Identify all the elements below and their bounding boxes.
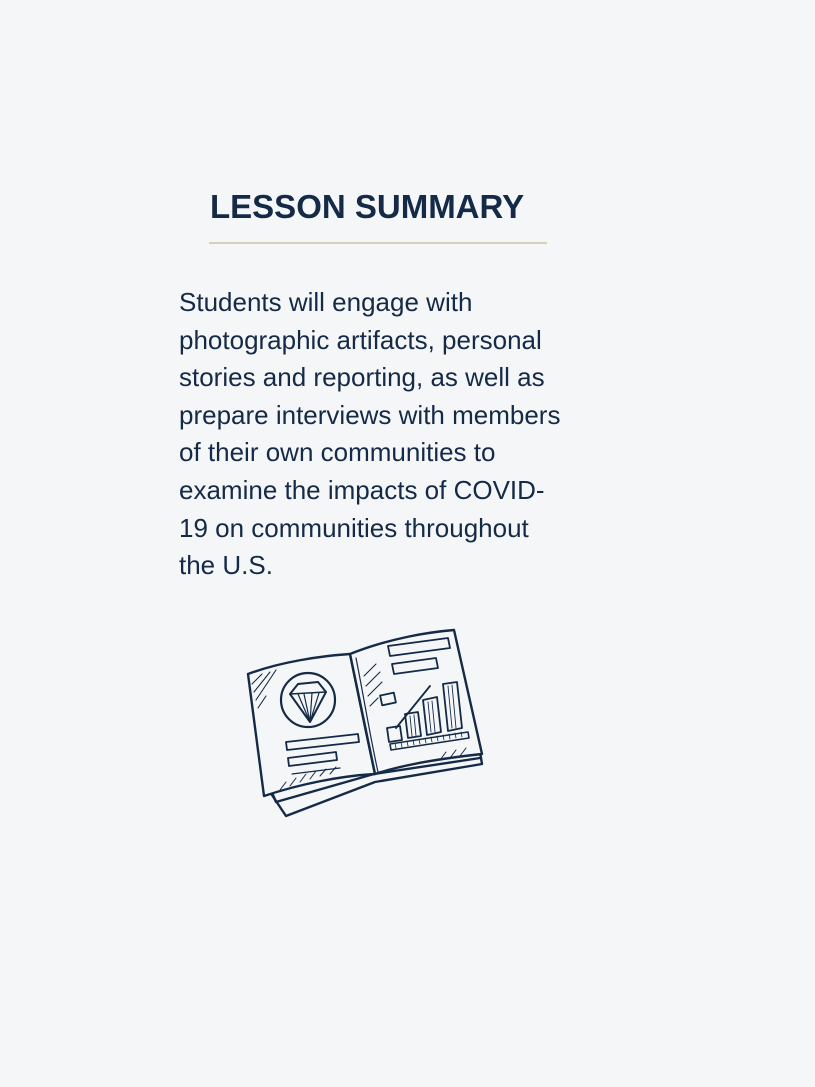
- summary-line: the U.S.: [179, 550, 273, 581]
- summary-line: examine the impacts of COVID-: [179, 474, 545, 505]
- lesson-summary-text: [179, 284, 589, 585]
- summary-line: photographic artifacts, personal: [179, 324, 542, 355]
- summary-line: Students will engage with: [179, 287, 473, 317]
- summary-line: of their own communities to: [179, 437, 496, 468]
- summary-line: stories and reporting, as well as: [179, 362, 545, 393]
- open-magazine-icon: [240, 624, 490, 820]
- page-title: LESSON SUMMARY: [210, 188, 525, 225]
- title-divider: [209, 242, 547, 244]
- summary-line: 19 on communities throughout: [179, 512, 529, 543]
- summary-line: prepare interviews with members: [179, 399, 561, 430]
